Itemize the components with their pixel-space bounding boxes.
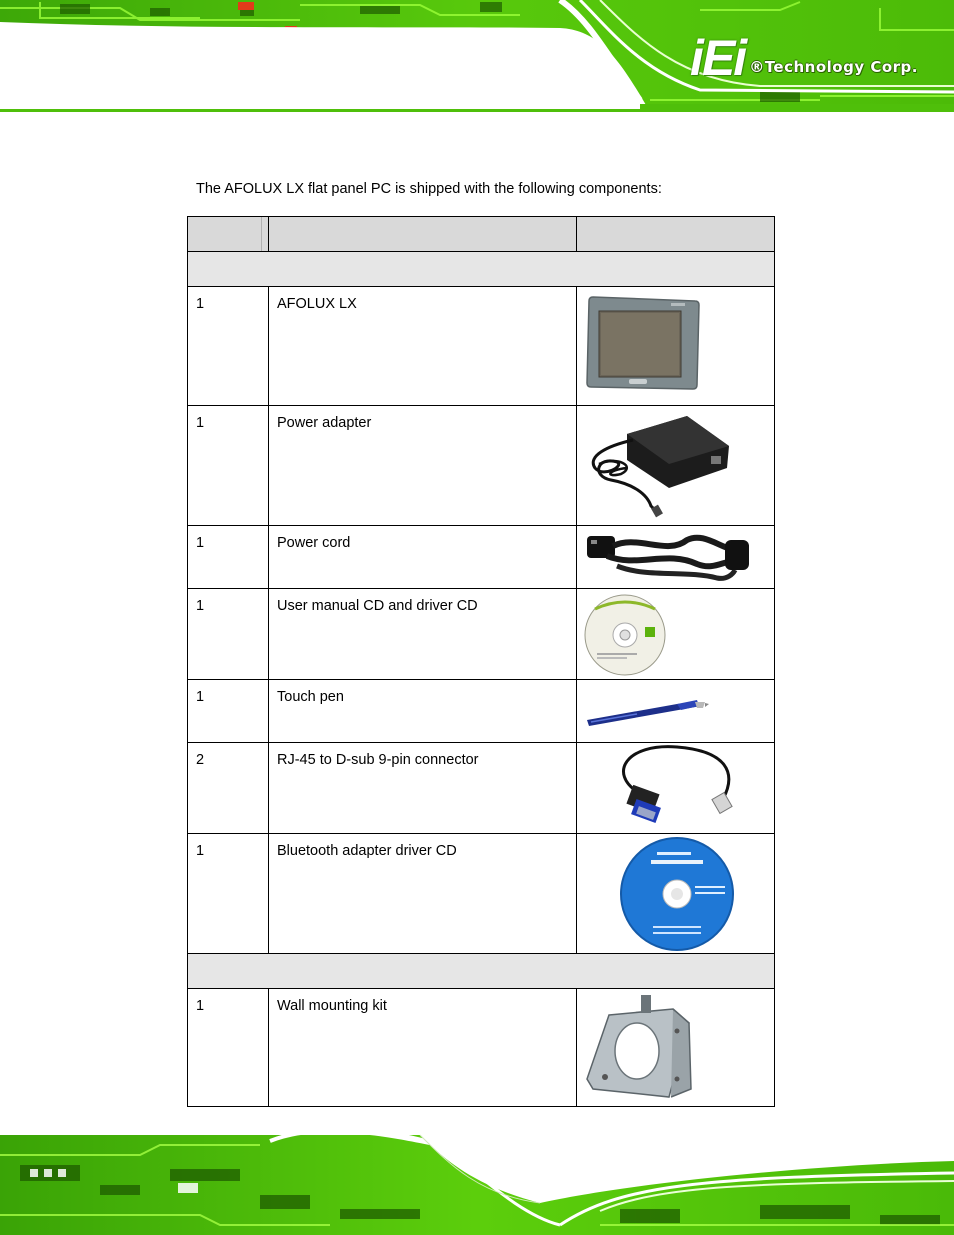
- table-row: [188, 526, 775, 589]
- quantity-cell: 1: [196, 415, 205, 431]
- item-cell: AFOLUX LX: [277, 296, 357, 312]
- serial-cable-icon: [577, 743, 773, 833]
- item-cell: Bluetooth adapter driver CD: [277, 843, 457, 859]
- quantity-cell: 1: [196, 535, 205, 551]
- table-row: [188, 834, 775, 954]
- footer-banner: [0, 1125, 954, 1235]
- header-item: [269, 217, 577, 252]
- intro-paragraph: The AFOLUX LX flat panel PC is shipped with the following components:: [196, 181, 662, 197]
- header-quantity: [188, 217, 269, 252]
- logo-text: ®Technology Corp.: [749, 58, 918, 76]
- power-cord-icon: [577, 526, 773, 588]
- logo-mark: iEi: [690, 30, 746, 86]
- section-row-optional: [188, 954, 775, 989]
- quantity-cell: 1: [196, 998, 205, 1014]
- table-row: [188, 589, 775, 680]
- quantity-cell: 1: [196, 843, 205, 859]
- item-cell: RJ-45 to D-sub 9-pin connector: [277, 752, 479, 768]
- quantity-cell: 1: [196, 598, 205, 614]
- table-row: [188, 287, 775, 406]
- cd-icon: [577, 589, 773, 679]
- header-image: [577, 217, 775, 252]
- section-row-standard: [188, 252, 775, 287]
- flat-panel-pc-icon: [577, 287, 773, 405]
- item-cell: Power cord: [277, 535, 351, 551]
- quantity-cell: 1: [196, 296, 205, 312]
- company-logo: [690, 28, 918, 86]
- components-table: [187, 216, 775, 1107]
- bluetooth-cd-icon: [577, 834, 773, 952]
- power-adapter-icon: [577, 406, 773, 524]
- touch-pen-icon: [577, 680, 773, 742]
- table-row: [188, 680, 775, 743]
- quantity-cell: 1: [196, 689, 205, 705]
- item-cell: Wall mounting kit: [277, 998, 387, 1014]
- table-row: [188, 406, 775, 526]
- wall-mount-bracket-icon: [577, 989, 773, 1105]
- item-cell: Power adapter: [277, 415, 372, 431]
- section-label: [188, 252, 775, 287]
- item-cell: User manual CD and driver CD: [277, 598, 478, 614]
- item-cell: Touch pen: [277, 689, 344, 705]
- quantity-cell: 2: [196, 752, 205, 768]
- section-label: [188, 954, 775, 989]
- table-row: [188, 743, 775, 834]
- header-banner: [0, 0, 954, 112]
- circuit-board-footer-icon: [0, 1125, 954, 1235]
- table-header-row: [188, 217, 775, 252]
- table-row: [188, 989, 775, 1107]
